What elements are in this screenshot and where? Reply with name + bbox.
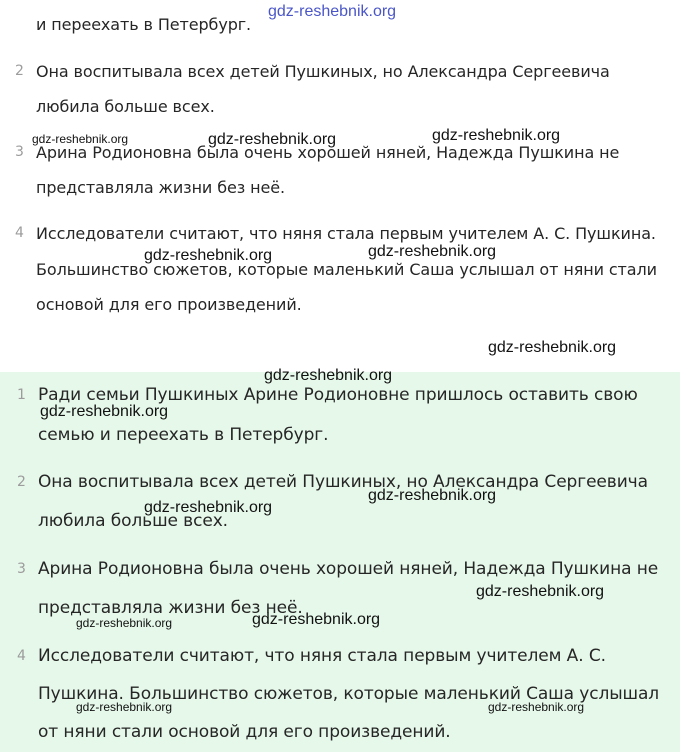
bottom-answer-block [0, 372, 680, 752]
item-text-line: Ради семьи Пушкиных Арине Родионовне пришлось оставить свою [38, 385, 638, 405]
item1-tail-text: и переехать в Петербург. [36, 15, 252, 34]
item-text-line: Арина Родионовна была очень хорошей няней, Надежда Пушкина не [36, 143, 620, 162]
item-text-line: семью и переехать в Петербург. [38, 425, 329, 445]
watermark: gdz-reshebnik.org [488, 700, 585, 714]
item-text-line: любила больше всех. [38, 511, 228, 531]
watermark: gdz-reshebnik.org [488, 339, 617, 356]
item-number: 2 [17, 474, 26, 490]
watermark: gdz-reshebnik.org [476, 583, 605, 600]
item-text-line: Она воспитывала всех детей Пушкиных, но Александра Сергеевича [38, 472, 648, 492]
item-text-line: Пушкина. Большинство сюжетов, которые маленький Саша услышал [38, 684, 660, 704]
item-text-line: Арина Родионовна была очень хорошей няней, Надежда Пушкина не [38, 559, 659, 579]
watermark: gdz-reshebnik.org [368, 487, 497, 504]
watermark: gdz-reshebnik.org [264, 367, 393, 384]
watermark: gdz-reshebnik.org [76, 616, 173, 630]
item-number: 3 [15, 144, 24, 160]
item-number: 2 [15, 63, 24, 79]
item-number: 3 [17, 561, 26, 577]
watermark: gdz-reshebnik.org [144, 247, 273, 264]
watermark: gdz-reshebnik.org [144, 499, 273, 516]
item-number: 4 [15, 225, 24, 241]
item-text-line: Большинство сюжетов, которые маленький Саша услышал от няни стали [36, 260, 657, 279]
watermark: gdz-reshebnik.org [432, 127, 561, 144]
item-text-line: представляла жизни без неё. [38, 598, 303, 618]
watermark: gdz-reshebnik.org [76, 700, 173, 714]
item-text-line: от няни стали основой для его произведений. [38, 722, 451, 742]
item-text-line: представляла жизни без неё. [36, 178, 285, 197]
watermark: gdz-reshebnik.org [40, 403, 169, 420]
item-text-line: Она воспитывала всех детей Пушкиных, но Александра Сергеевича [36, 62, 610, 81]
watermark: gdz-reshebnik.org [32, 132, 129, 146]
item-number: 1 [17, 387, 26, 403]
item-number: 4 [17, 648, 26, 664]
watermark: gdz-reshebnik.org [252, 611, 381, 628]
watermark: gdz-reshebnik.org [368, 243, 497, 260]
item-text-line: Исследователи считают, что няня стала первым учителем А. С. [38, 646, 606, 666]
item-text-line: любила больше всех. [36, 97, 215, 116]
item-text-line: Исследователи считают, что няня стала первым учителем А. С. Пушкина. [36, 224, 656, 243]
item-text-line: основой для его произведений. [36, 295, 302, 314]
watermark: gdz-reshebnik.org [268, 3, 397, 20]
top-answer-block [0, 0, 680, 372]
watermark: gdz-reshebnik.org [208, 131, 337, 148]
